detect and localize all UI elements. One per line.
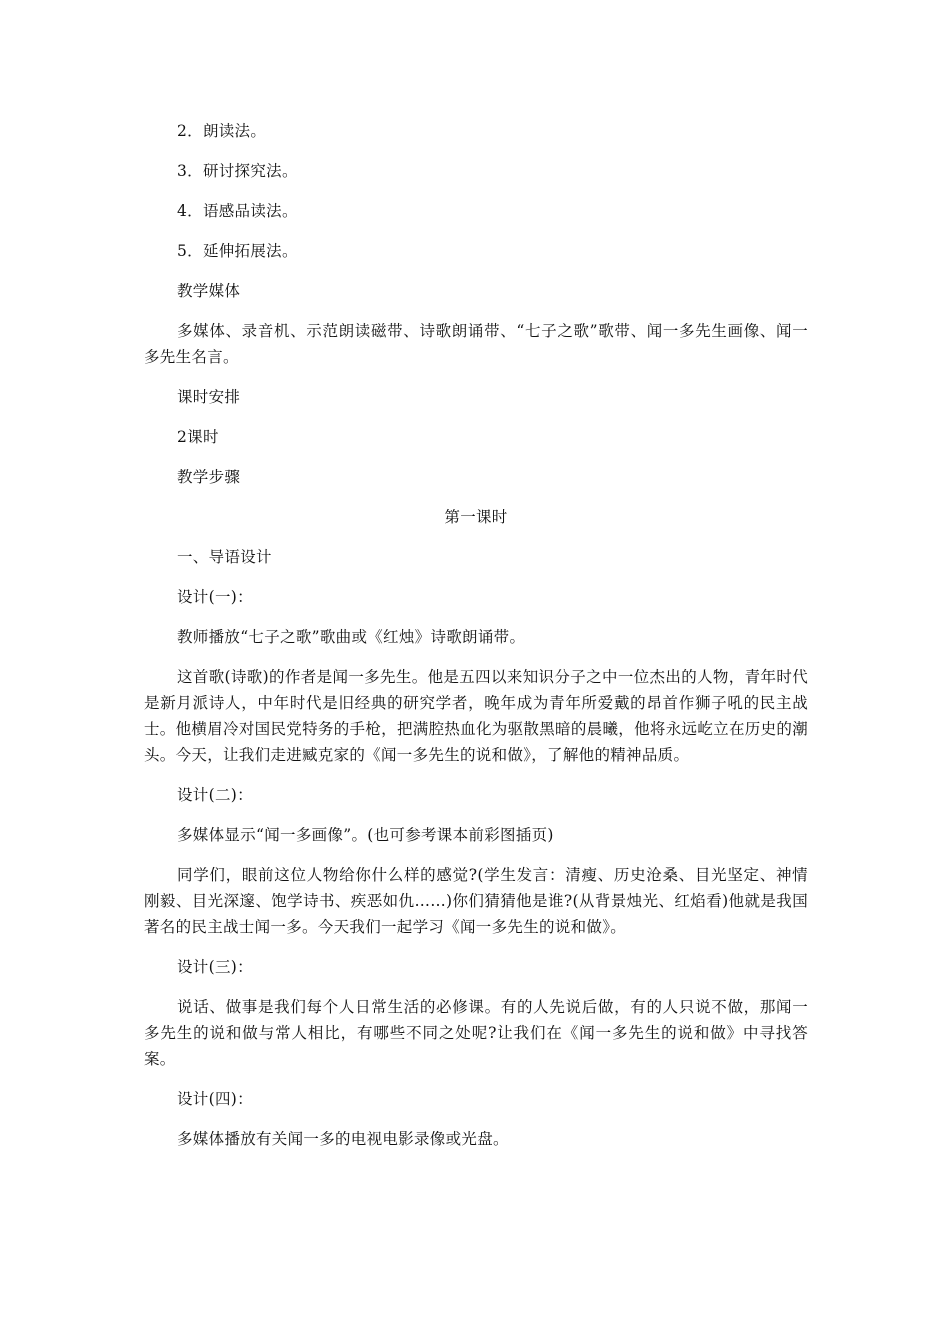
paragraph: 多媒体显示“闻一多画像”。(也可参考课本前彩图插页) xyxy=(177,826,554,844)
paragraph: 3．研讨探究法。 xyxy=(177,162,298,180)
paragraph: 4．语感品读法。 xyxy=(177,202,298,220)
paragraph: 一、导语设计 xyxy=(177,548,272,566)
paragraph: 说话、做事是我们每个人日常生活的必修课。有的人先说后做，有的人只说不做，那闻一多先生的说和做与常人相比，有哪些不同之处呢?让我们在《闻一多先生的说和做》中寻找答案。 xyxy=(144,998,808,1068)
paragraph: 同学们，眼前这位人物给你什么样的感觉?(学生发言：清瘦、历史沧桑、目光坚定、神情刚毅、目光深邃、饱学诗书、疾恶如仇……)你们猜猜他是谁?(从背景烛光、红焰看)他就是我国著名的民主战士闻一多。今天我们一起学习《闻一多先生的说和做》。 xyxy=(144,866,808,936)
paragraph: 设计(一)： xyxy=(177,588,253,606)
section-heading: 第一课时 xyxy=(444,508,508,526)
paragraph: 5．延伸拓展法。 xyxy=(177,242,298,260)
paragraph: 2．朗读法。 xyxy=(177,122,267,140)
paragraph: 教学媒体 xyxy=(177,282,241,300)
paragraph: 教师播放“七子之歌”歌曲或《红烛》诗歌朗诵带。 xyxy=(177,628,526,646)
document-body xyxy=(144,118,808,1166)
paragraph: 2课时 xyxy=(177,428,219,446)
paragraph: 多媒体播放有关闻一多的电视电影录像或光盘。 xyxy=(177,1130,509,1148)
paragraph: 多媒体、录音机、示范朗读磁带、诗歌朗诵带、“七子之歌”歌带、闻一多先生画像、闻一多先生名言。 xyxy=(144,322,808,366)
paragraph: 教学步骤 xyxy=(177,468,241,486)
paragraph: 设计(二)： xyxy=(177,786,253,804)
paragraph: 设计(三)： xyxy=(177,958,253,976)
paragraph: 这首歌(诗歌)的作者是闻一多先生。他是五四以来知识分子之中一位杰出的人物，青年时代是新月派诗人，中年时代是旧经典的研究学者，晚年成为青年所爱戴的昂首作狮子吼的民主战士。他横眉冷对国民党特务的手枪，把满腔热血化为驱散黑暗的晨曦，他将永远屹立在历史的潮头。今天，让我们走进臧克家的《闻一多先生的说和做》，了解他的精神品质。 xyxy=(144,668,808,764)
paragraph: 设计(四)： xyxy=(177,1090,253,1108)
paragraph: 课时安排 xyxy=(177,388,241,406)
